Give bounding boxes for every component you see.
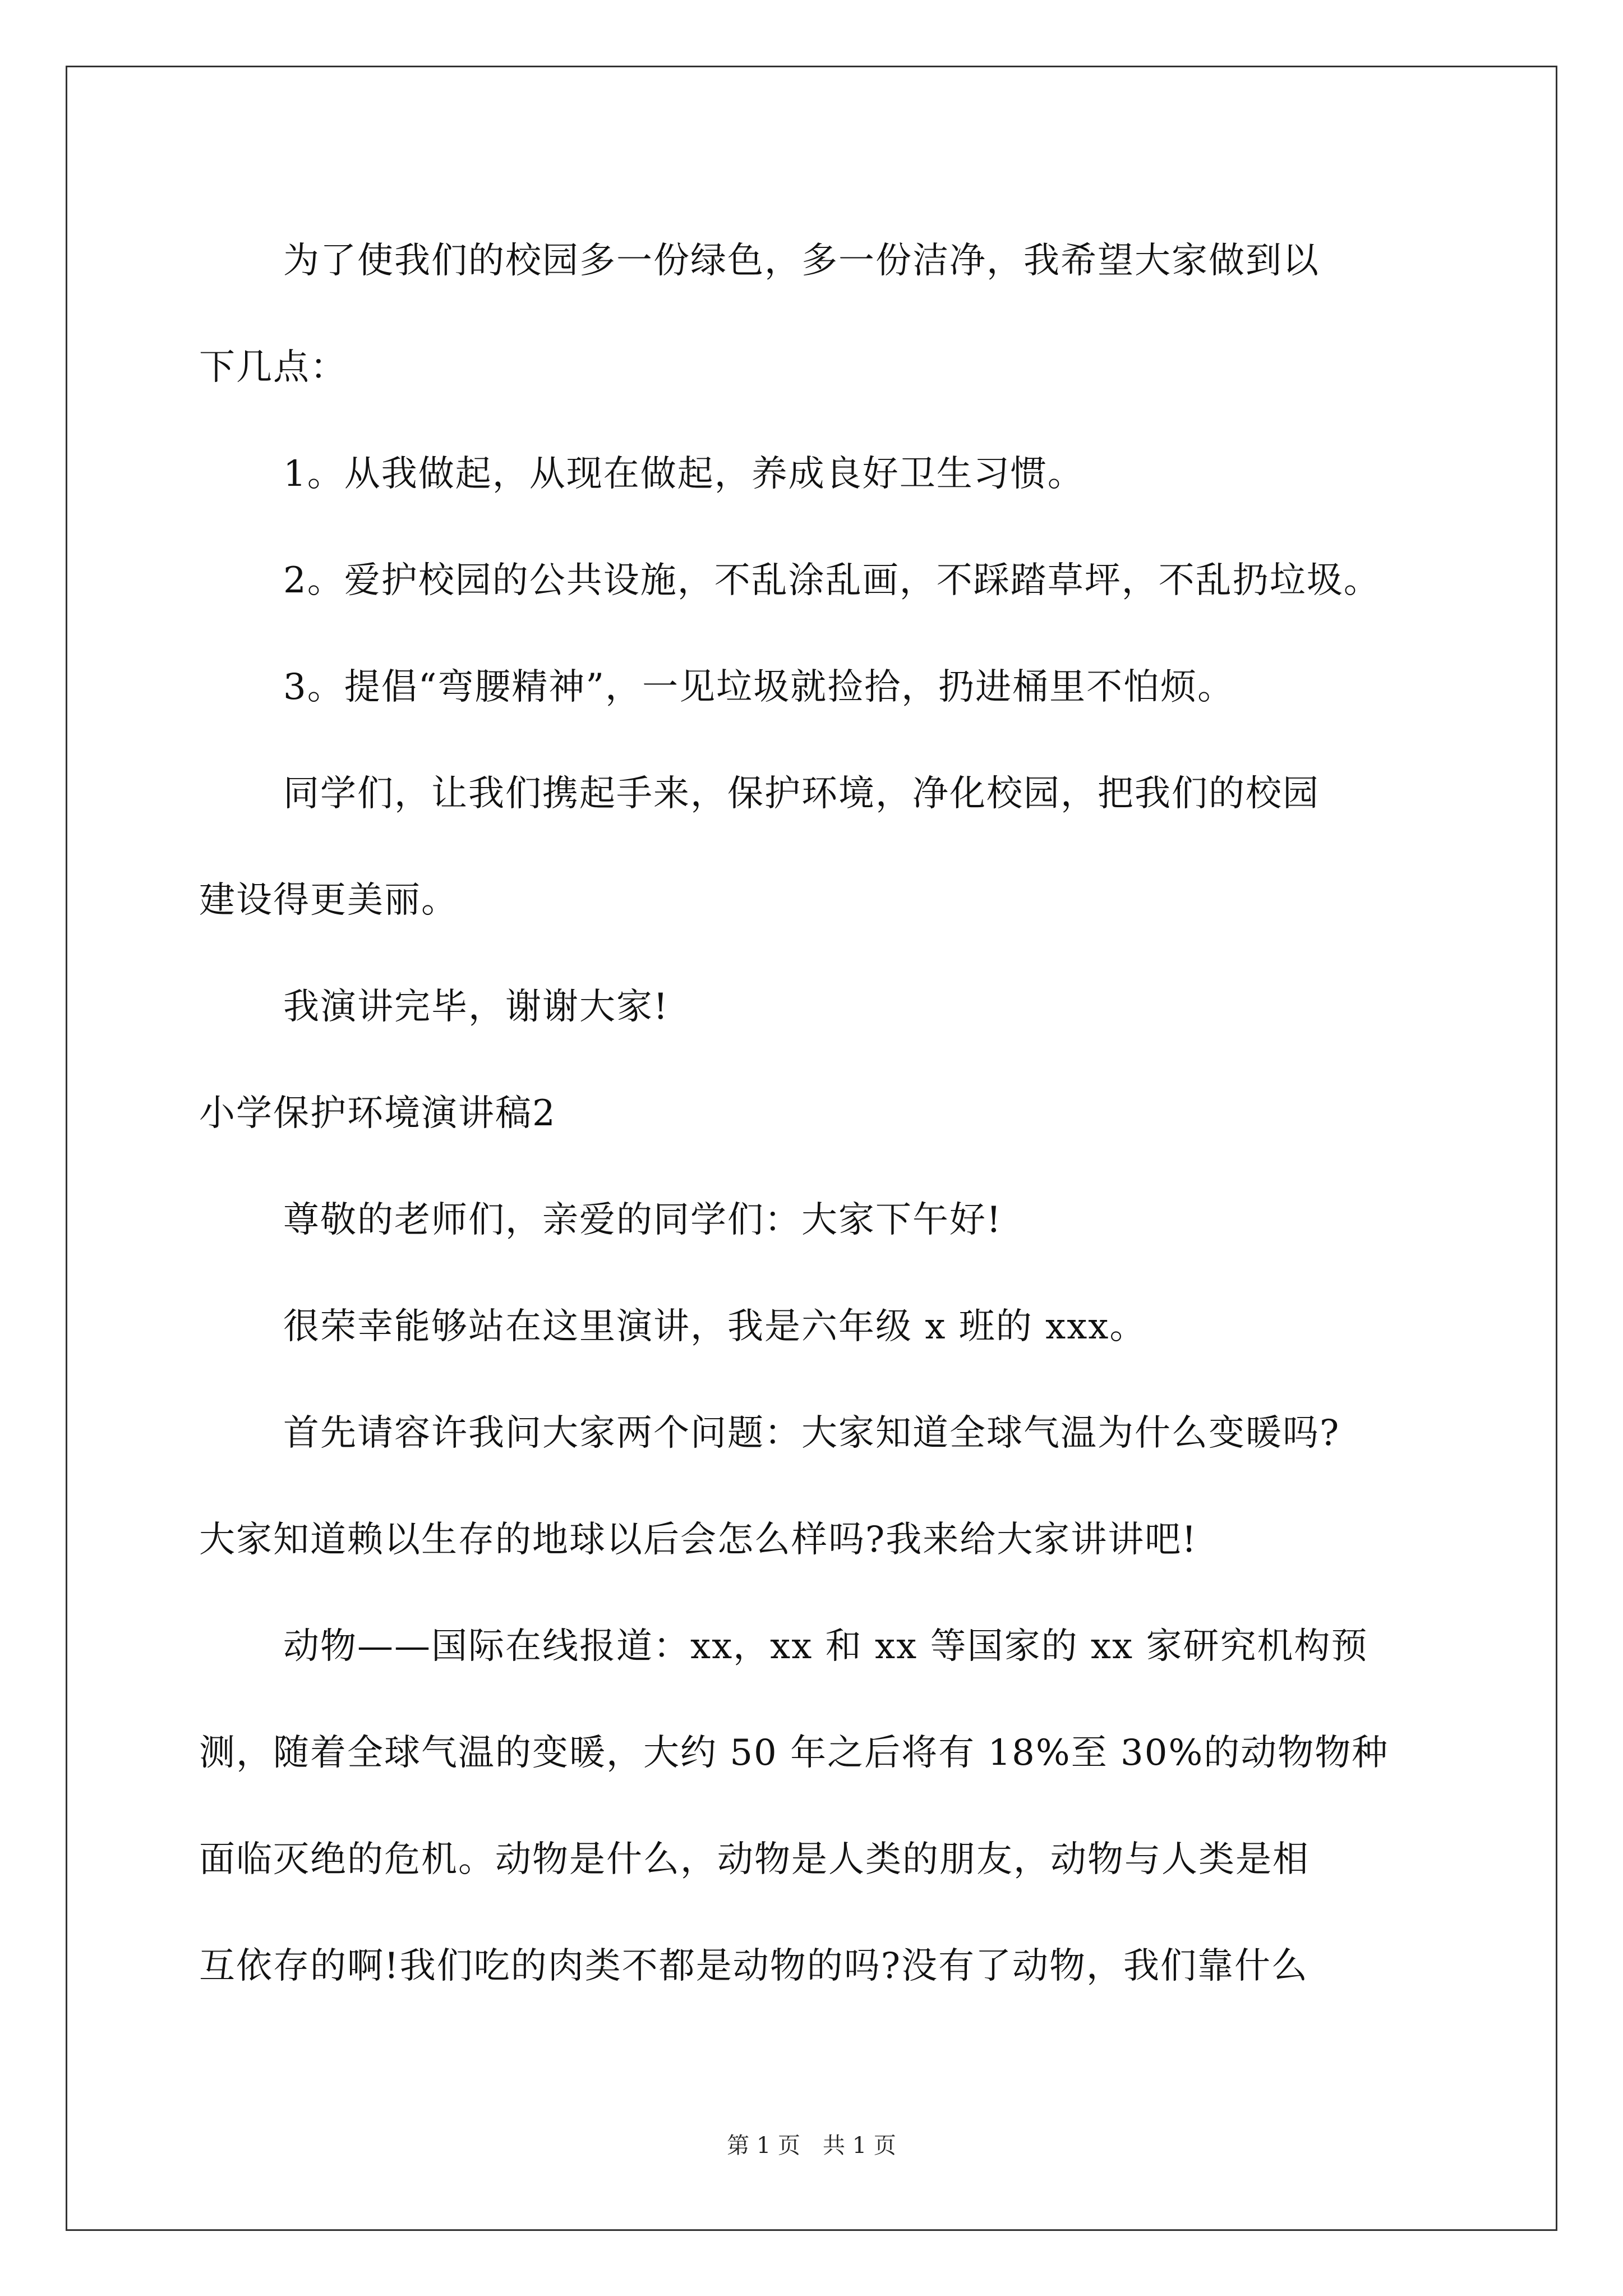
paragraph-line: 3。提倡“弯腰精神”，一见垃圾就捡拾，扔进桶里不怕烦。 xyxy=(283,666,1235,708)
paragraph-line: 互依存的啊!我们吃的肉类不都是动物的吗?没有了动物，我们靠什么 xyxy=(199,1945,1309,1987)
paragraph-line: 尊敬的老师们，亲爱的同学们：大家下午好! xyxy=(283,1199,1002,1241)
paragraph-line: 面临灭绝的危机。动物是什么，动物是人类的朋友，动物与人类是相 xyxy=(199,1839,1310,1880)
paragraph-line: 2。爱护校园的公共设施，不乱涂乱画，不踩踏草坪，不乱扔垃圾。 xyxy=(283,560,1381,601)
paragraph-line: 同学们，让我们携起手来，保护环境，净化校园，把我们的校园 xyxy=(283,773,1320,815)
paragraph-line: 我演讲完毕，谢谢大家! xyxy=(283,986,669,1028)
paragraph-line: 下几点： xyxy=(199,347,347,388)
paragraph-line: 大家知道赖以生存的地球以后会怎么样吗?我来给大家讲讲吧! xyxy=(199,1519,1198,1561)
document-body xyxy=(199,208,1427,2019)
paragraph-line: 测，随着全球气温的变暖，大约 50 年之后将有 18%至 30%的动物物种 xyxy=(199,1732,1389,1774)
paragraph-line: 建设得更美丽。 xyxy=(199,880,458,921)
paragraph-line: 动物——国际在线报道：xx，xx 和 xx 等国家的 xx 家研究机构预 xyxy=(283,1626,1368,1667)
paragraph-line: 很荣幸能够站在这里演讲，我是六年级 x 班的 xxx。 xyxy=(283,1306,1147,1347)
paragraph-line: 首先请容许我问大家两个问题：大家知道全球气温为什么变暖吗? xyxy=(283,1412,1340,1454)
page-total: 共 1 页 xyxy=(823,2133,896,2159)
paragraph-line: 为了使我们的校园多一份绿色，多一份洁净，我希望大家做到以 xyxy=(283,240,1320,282)
page-number: 第 1 页 xyxy=(727,2133,800,2159)
paragraph-line: 1。从我做起，从现在做起，养成良好卫生习惯。 xyxy=(283,453,1085,495)
section-heading: 小学保护环境演讲稿2 xyxy=(199,1093,556,1134)
page-footer xyxy=(0,2129,1623,2162)
